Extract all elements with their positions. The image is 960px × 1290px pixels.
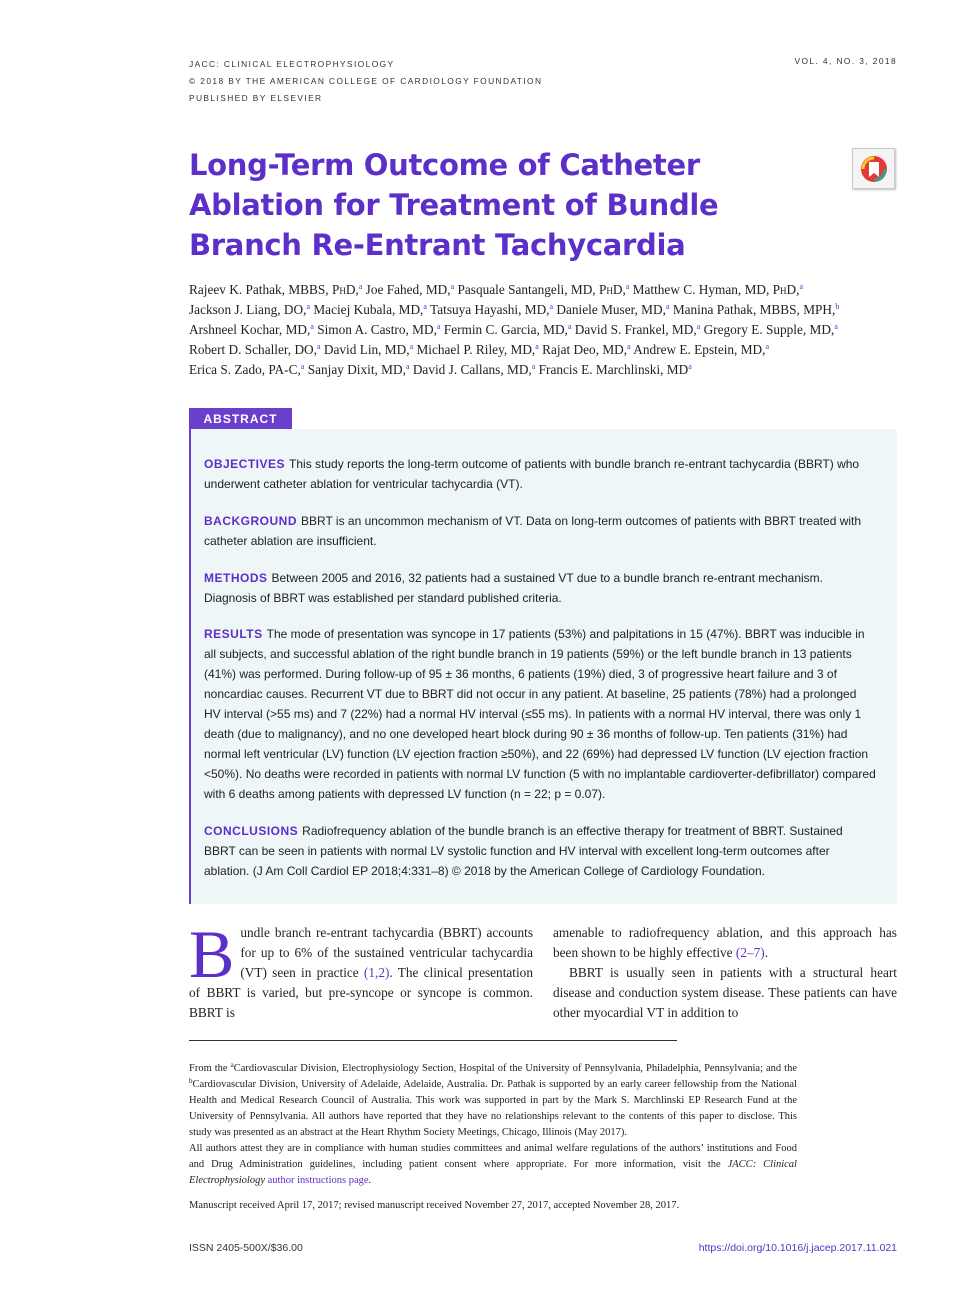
intro-text-1: undle branch re-entrant tachycardia (BBRT) accounts for up to 6% of the sustained ventricular tachycardia (VT) seen in practice — [240, 925, 533, 980]
volume-info: VOL. 4, NO. 3, 2018 — [794, 56, 897, 66]
intro-text-3: amenable to radiofrequency ablation, and this approach has been shown to be highly effective — [553, 925, 897, 960]
drop-cap: B — [189, 916, 235, 992]
affiliation-marker[interactable]: a — [627, 342, 631, 351]
affiliation-marker[interactable]: a — [549, 302, 554, 311]
fn-text: From the — [189, 1063, 231, 1074]
abstract-results — [204, 624, 876, 804]
affiliation-marker[interactable]: a — [306, 302, 311, 311]
affiliation-marker[interactable]: a — [765, 342, 770, 351]
journal-name: JACC: CLINICAL ELECTROPHYSIOLOGY — [189, 59, 395, 69]
affiliations-footnote — [189, 1061, 797, 1141]
manuscript-dates: Manuscript received April 17, 2017; revised manuscript received November 27, 2017, accepted November 28, 2017. — [189, 1200, 680, 1211]
affiliation-marker[interactable]: a — [423, 302, 427, 311]
article-title: Long-Term Outcome of Catheter Ablation for Treatment of Bundle Branch Re-Entrant Tachycardia — [189, 148, 719, 262]
author-line — [189, 320, 901, 340]
author-line — [189, 360, 901, 380]
issn-price: ISSN 2405-500X/$36.00 — [189, 1242, 303, 1254]
conclusions-text: Radiofrequency ablation of the bundle branch is an effective therapy for treatment of BBRT. Sustained BBRT can be seen in patients with normal LV systolic function and HV interval with excellent long-term outcomes after ablation. (J Am Coll Cardiol EP 2018;4:331–8) © 2018 by the American College of Cardiology Foundation. — [204, 824, 843, 878]
affiliation-marker[interactable]: a — [535, 342, 539, 351]
results-text: The mode of presentation was syncope in 17 patients (53%) and palpitations in 15 (47%). BBRT was inducible in all subjects, and successful ablation of the right bundle branch in 19 patients (59%) or the left bundle branch in 13 patients (41%) was performed. During follow-up of 95 ± 36 months, 6 patients (19%) died, 3 of progressive heart failure and 3 of noncardiac causes. Recurrent VT due to BBRT did not occur in any patient. At baseline, 25 patients (78%) had a prolonged HV interval (>55 ms) and 7 (22%) had a normal HV interval (≤55 ms). In patients with a normal HV interval, there was only 1 death (due to malignancy), and no one developed heart block during 90 ± 36 months of follow-up. Ten patients (31%) had normal left ventricular (LV) function (LV ejection fraction ≥50%), and 22 (69%) had depressed LV function (LV ejection fraction <50%). No deaths were recorded in patients with normal LV function (5 with no implantable cardioverter-defibrillator) compared with 6 deaths among patients with depressed LV function (n = 22; p = 0.07). — [204, 627, 876, 801]
intro-text-2: . The clinical presentation of BBRT is varied, but pre-syncope or syncope is common. BBRT is — [189, 965, 533, 1020]
publisher-line: PUBLISHED BY ELSEVIER — [189, 93, 323, 103]
body-column-left — [189, 916, 533, 1023]
author-instructions-link[interactable]: author instructions page — [267, 1175, 369, 1186]
doi-link[interactable]: https://doi.org/10.1016/j.jacep.2017.11.021 — [698, 1242, 897, 1254]
affiliation-marker[interactable]: a — [409, 342, 414, 351]
author-name: Daniele Muser, MD,$^a$ — [556, 302, 670, 317]
fn-sup-b: b — [189, 1077, 193, 1085]
affiliation-marker[interactable]: a — [696, 322, 701, 331]
affiliation-marker[interactable]: a — [531, 362, 536, 371]
abstract-objectives — [204, 454, 876, 494]
author-name: Fermin C. Garcia, MD,$^a$ — [443, 322, 572, 337]
author-name: Maciej Kubala, MD,$^a$ — [313, 302, 427, 317]
affiliation-marker[interactable]: a — [405, 362, 410, 371]
affiliation-marker[interactable]: a — [567, 322, 572, 331]
journal-header — [189, 56, 542, 107]
copyright-line: © 2018 BY THE AMERICAN COLLEGE OF CARDIOLOGY FOUNDATION — [189, 76, 543, 86]
reference-link[interactable]: (1,2) — [363, 965, 390, 980]
author-name: Pasquale Santangeli, MD, PhD,$^a$ — [457, 282, 630, 297]
results-label: RESULTS — [204, 627, 263, 641]
author-name: Erica S. Zado, PA-C,$^a$ — [189, 362, 305, 377]
author-name: David J. Callans, MD,$^a$ — [412, 362, 536, 377]
affiliation-marker[interactable]: a — [300, 362, 305, 371]
author-line — [189, 280, 901, 300]
affiliation-marker[interactable]: a — [799, 282, 804, 291]
conclusions-label: CONCLUSIONS — [204, 824, 299, 838]
crossmark-graphic — [859, 154, 889, 184]
background-text: BBRT is an uncommon mechanism of VT. Data on long-term outcomes of patients with BBRT treated with catheter ablation are insufficient. — [204, 514, 862, 548]
affiliation-marker[interactable]: a — [310, 322, 314, 331]
author-name: Matthew C. Hyman, MD, PhD,$^a$ — [632, 282, 804, 297]
fn-sup-a: a — [230, 1061, 234, 1069]
affiliation-marker[interactable]: a — [625, 282, 630, 291]
fn-text: . — [368, 1175, 372, 1186]
affiliation-marker[interactable]: a — [358, 282, 363, 291]
author-name: Robert D. Schaller, DO,$^a$ — [189, 342, 321, 357]
author-name: Francis E. Marchlinski, $MD^a$ — [538, 362, 692, 377]
footnotes — [189, 1061, 797, 1214]
affiliation-marker[interactable]: a — [316, 342, 321, 351]
fn-text: Cardiovascular Division, University of Adelaide, Adelaide, Australia. Dr. Pathak is supported by an early career fellowship from the National Health and Medical Research Council of Australia. This work was supported in part by the Mark S. Marchlinski EP Research Fund at the University of Pennsylvania. All authors have reported that they have no relationships relevant to the contents of this paper to disclose. This study was presented as an abstract at the Heart Rhythm Society Meetings, Chicago, Illinois (May 2017). — [189, 1079, 797, 1138]
affiliation-marker[interactable]: a — [688, 362, 692, 371]
fn-text: Cardiovascular Division, Electrophysiology Section, Hospital of the University of Pennsylvania, Philadelphia, Pennsylvania; and the — [233, 1063, 797, 1074]
footnote-divider — [189, 1040, 677, 1041]
author-name: Michael P. Riley, MD,$^a$ — [416, 342, 539, 357]
fn-journal-name: JACC: Clinical Electrophysiology — [189, 1159, 797, 1186]
objectives-text: This study reports the long-term outcome of patients with bundle branch re-entrant tachycardia (BBRT) who underwent catheter ablation for ventricular tachycardia (VT). — [204, 457, 860, 491]
author-list — [189, 280, 901, 380]
attestation-footnote — [189, 1141, 797, 1189]
methods-text: Between 2005 and 2016, 32 patients had a sustained VT due to a bundle branch re-entrant mechanism. Diagnosis of BBRT was established per standard published criteria. — [204, 571, 823, 605]
affiliation-marker[interactable]: a — [436, 322, 441, 331]
affiliation-marker[interactable]: a — [834, 322, 838, 331]
abstract-conclusions — [204, 821, 876, 881]
intro-text-4: . — [764, 945, 769, 960]
author-name: Gregory E. Supple, MD,$^a$ — [703, 322, 838, 337]
abstract-tab: ABSTRACT — [189, 408, 292, 429]
bookmark-badge-icon[interactable] — [852, 148, 895, 189]
reference-link[interactable]: (2–7) — [735, 945, 765, 960]
methods-label: METHODS — [204, 571, 268, 585]
author-line — [189, 340, 901, 360]
author-name: Rajeev K. Pathak, MBBS, PhD,$^a$ — [189, 282, 363, 297]
author-name: Arshneel Kochar, MD,$^a$ — [189, 322, 314, 337]
affiliation-marker[interactable]: b — [835, 302, 840, 311]
author-name: Simon A. Castro, MD,$^a$ — [317, 322, 441, 337]
author-name: Tatsuya Hayashi, MD,$^a$ — [430, 302, 554, 317]
author-name: Andrew E. Epstein, MD,$^a$ — [633, 342, 770, 357]
intro-text-5: BBRT is usually seen in patients with a structural heart disease and conduction system disease. These patients can have other myocardial VT in addition to — [553, 965, 897, 1020]
objectives-label: OBJECTIVES — [204, 457, 286, 471]
author-name: Rajat Deo, MD,$^a$ — [542, 342, 631, 357]
author-name: Manina Pathak, MBBS, MPH,$^b$ — [672, 302, 840, 317]
background-label: BACKGROUND — [204, 514, 297, 528]
author-name: David Lin, MD,$^a$ — [323, 342, 414, 357]
author-line — [189, 300, 901, 320]
abstract-methods — [204, 568, 876, 608]
affiliation-marker[interactable]: a — [665, 302, 670, 311]
fn-text: All authors attest they are in compliance with human studies committees and animal welfare regulations of the authors’ institutions and Food and Drug Administration guidelines, including patient consent where appropriate. For more information, visit the — [189, 1143, 797, 1170]
author-name: David S. Frankel, MD,$^a$ — [574, 322, 701, 337]
affiliation-marker[interactable]: a — [450, 282, 455, 291]
abstract-background — [204, 511, 876, 551]
author-name: Joe Fahed, MD,$^a$ — [365, 282, 455, 297]
author-name: Sanjay Dixit, MD,$^a$ — [307, 362, 410, 377]
body-column-right — [553, 923, 897, 1023]
author-name: Jackson J. Liang, DO,$^a$ — [189, 302, 311, 317]
